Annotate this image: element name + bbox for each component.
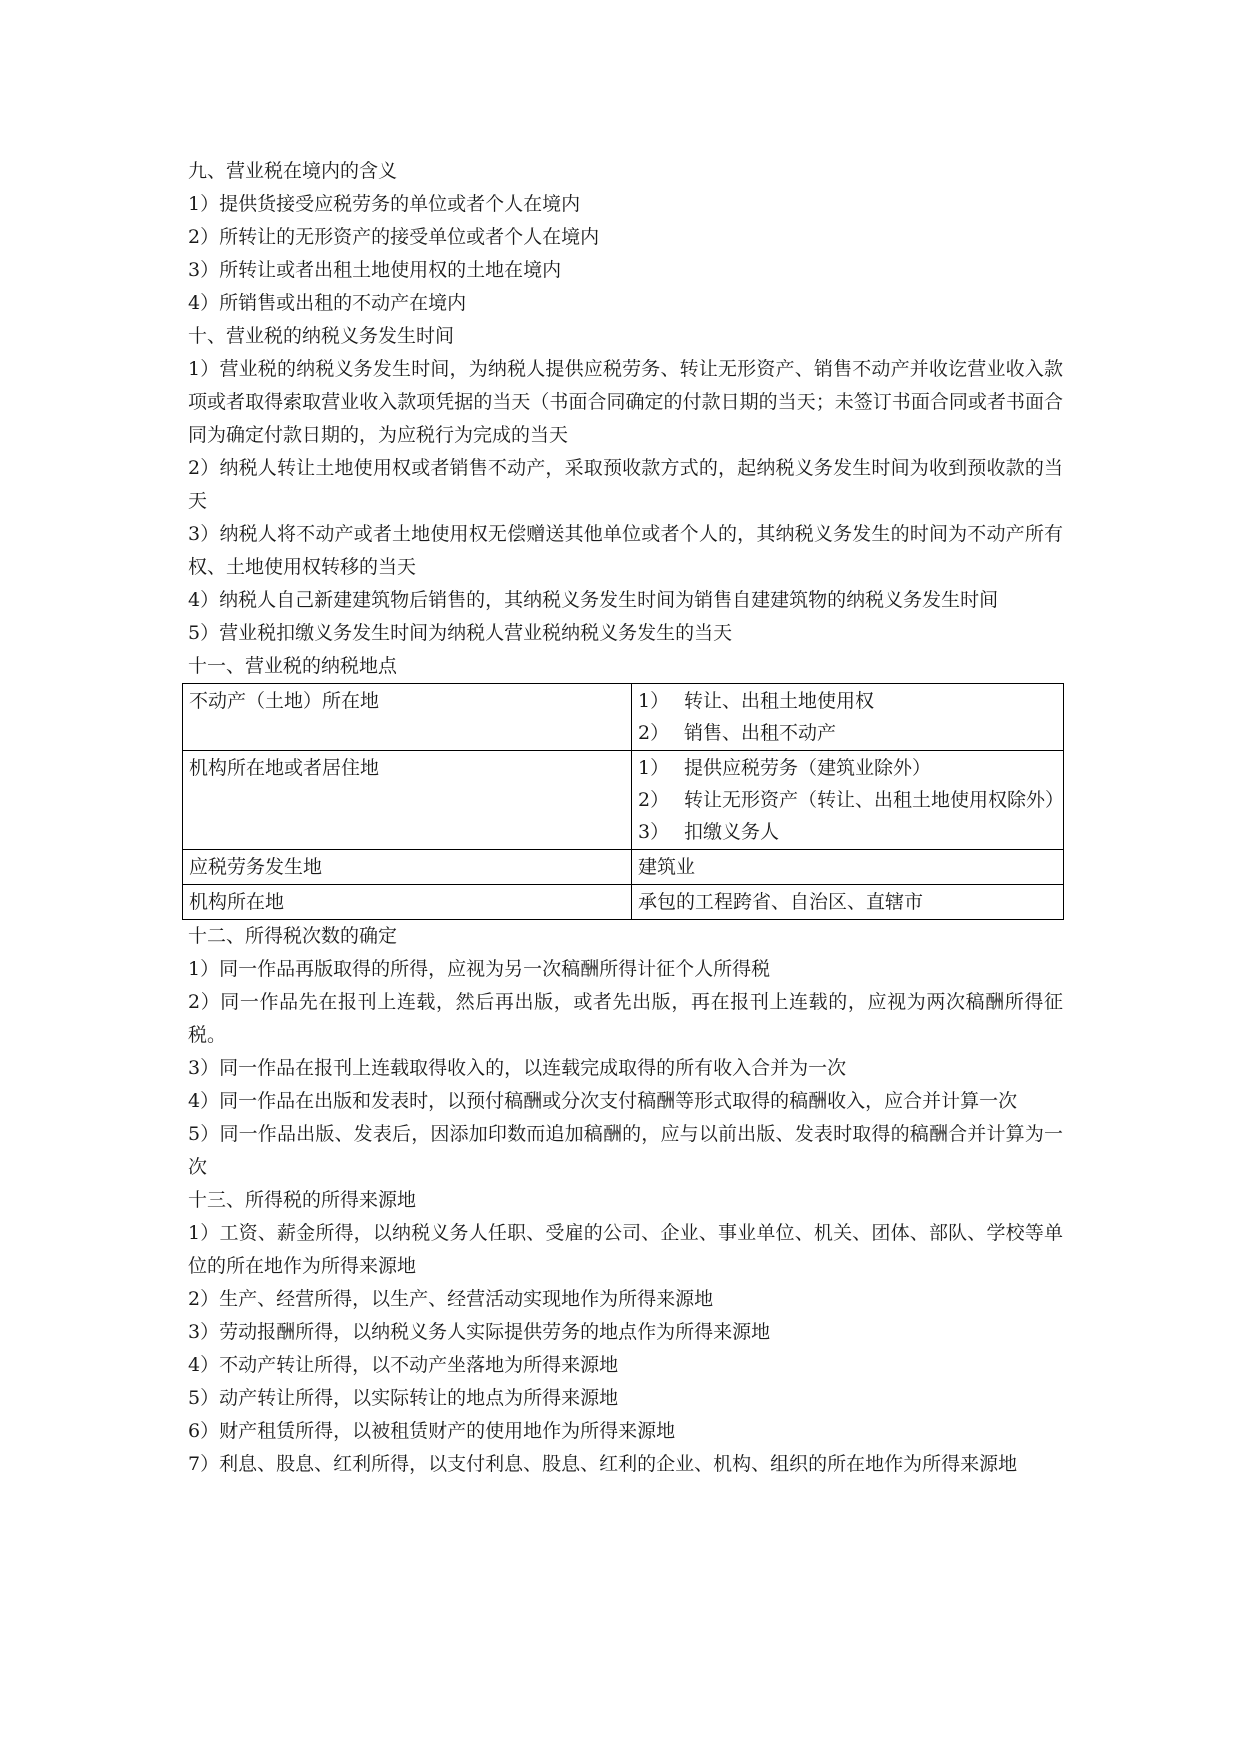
section-10-item: 3）纳税人将不动产或者土地使用权无偿赠送其他单位或者个人的，其纳税义务发生的时间为不动产所有权、土地使用权转移的当天: [188, 523, 1063, 578]
section-12-item: 5）同一作品出版、发表后，因添加印数而追加稿酬的，应与以前出版、发表时取得的稿酬合并计算为一次: [188, 1123, 1063, 1178]
table-row: [183, 751, 1064, 850]
section-13-heading: 十三、所得税的所得来源地: [188, 1189, 417, 1211]
section-9-item: 4）所销售或出租的不动产在境内: [188, 292, 467, 314]
section-13-item: 3）劳动报酬所得，以纳税义务人实际提供劳务的地点作为所得来源地: [188, 1321, 771, 1343]
document-body: [188, 155, 1063, 1481]
list-item: [638, 685, 1055, 717]
section-12-item: 4）同一作品在出版和发表时，以预付稿酬或分次支付稿酬等形式取得的稿酬收入，应合并计算一次: [188, 1090, 1018, 1112]
table-cell-place: 不动产（土地）所在地: [183, 684, 632, 751]
table-row: [183, 885, 1064, 920]
section-13-item: 4）不动产转让所得，以不动产坐落地为所得来源地: [188, 1354, 619, 1376]
list-item-text: 提供应税劳务（建筑业除外）: [684, 757, 932, 779]
list-item-text: 销售、出租不动产: [684, 722, 837, 744]
section-10-item: 4）纳税人自己新建建筑物后销售的，其纳税义务发生时间为销售自建建筑物的纳税义务发生时间: [188, 589, 999, 611]
section-9-item: 3）所转让或者出租土地使用权的土地在境内: [188, 259, 562, 281]
section-11-heading: 十一、营业税的纳税地点: [188, 655, 398, 677]
list-item: [638, 816, 1055, 848]
section-12-heading: 十二、所得税次数的确定: [188, 925, 398, 947]
section-12-item: 2）同一作品先在报刊上连载，然后再出版，或者先出版，再在报刊上连载的，应视为两次稿酬所得征税。: [188, 991, 1063, 1046]
list-item: [638, 784, 1065, 816]
section-10-item: 1）营业税的纳税义务发生时间，为纳税人提供应税劳务、转让无形资产、销售不动产并收讫营业收入款项或者取得索取营业收入款项凭据的当天（书面合同确定的付款日期的当天；未签订书面合同或者书面合同为确定付款日期的，为应税行为完成的当天: [188, 358, 1063, 446]
section-13-item: 7）利息、股息、红利所得，以支付利息、股息、红利的企业、机构、组织的所在地作为所得来源地: [188, 1453, 1018, 1475]
table-row: [183, 850, 1064, 885]
list-item-text: 转让无形资产（转让、出租土地使用权除外）: [684, 789, 1065, 811]
tax-location-table: [182, 683, 1064, 920]
section-13-item: 6）财产租赁所得，以被租赁财产的使用地作为所得来源地: [188, 1420, 676, 1442]
list-item-text: 转让、出租土地使用权: [684, 690, 875, 712]
section-9-heading: 九、营业税在境内的含义: [188, 160, 398, 182]
list-item-number: 1）: [638, 757, 670, 779]
section-13-item: 5）动产转让所得，以实际转让的地点为所得来源地: [188, 1387, 619, 1409]
table-cell-items: [632, 751, 1064, 850]
list-item-number: 2）: [638, 722, 670, 744]
list-item-text: 扣缴义务人: [684, 821, 780, 843]
section-10-item: 5）营业税扣缴义务发生时间为纳税人营业税纳税义务发生的当天: [188, 622, 733, 644]
table-cell-text: 承包的工程跨省、自治区、直辖市: [632, 885, 1064, 920]
section-10-item: 2）纳税人转让土地使用权或者销售不动产，采取预收款方式的，起纳税义务发生时间为收到预收款的当天: [188, 457, 1063, 512]
section-12-item: 3）同一作品在报刊上连载取得收入的，以连载完成取得的所有收入合并为一次: [188, 1057, 847, 1079]
section-10-heading: 十、营业税的纳税义务发生时间: [188, 325, 455, 347]
table-row: [183, 684, 1064, 751]
section-9-item: 2）所转让的无形资产的接受单位或者个人在境内: [188, 226, 600, 248]
list-item: [638, 752, 1055, 784]
table-cell-place: 机构所在地或者居住地: [183, 751, 632, 850]
list-item-number: 2）: [638, 789, 670, 811]
table-cell-text: 建筑业: [632, 850, 1064, 885]
table-cell-place: 应税劳务发生地: [183, 850, 632, 885]
list-item-number: 1）: [638, 690, 670, 712]
list-item-number: 3）: [638, 821, 670, 843]
table-cell-place: 机构所在地: [183, 885, 632, 920]
section-12-item: 1）同一作品再版取得的所得，应视为另一次稿酬所得计征个人所得税: [188, 958, 771, 980]
list-item: [638, 717, 1055, 749]
section-13-item: 1）工资、薪金所得，以纳税义务人任职、受雇的公司、企业、事业单位、机关、团体、部队、学校等单位的所在地作为所得来源地: [188, 1222, 1063, 1277]
section-13-item: 2）生产、经营所得，以生产、经营活动实现地作为所得来源地: [188, 1288, 714, 1310]
table-cell-items: [632, 684, 1064, 751]
section-9-item: 1）提供货接受应税劳务的单位或者个人在境内: [188, 193, 581, 215]
